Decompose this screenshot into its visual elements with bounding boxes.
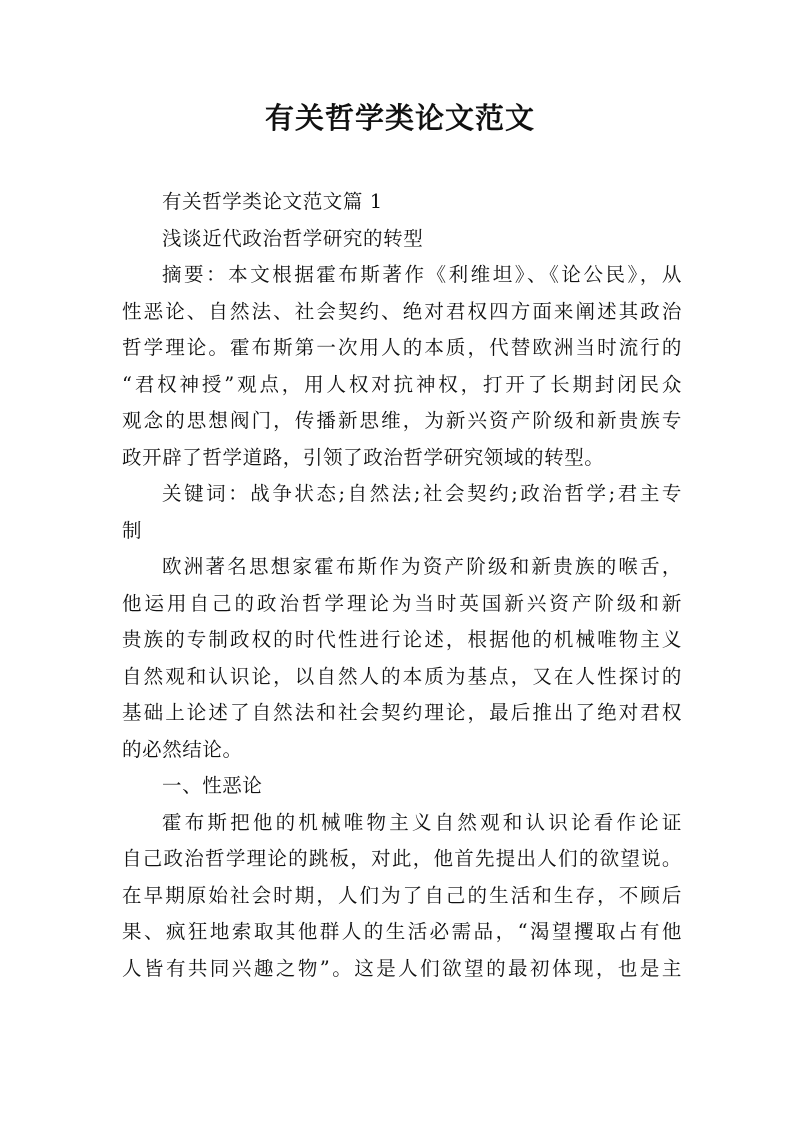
document-body — [122, 184, 682, 987]
paragraph-line: 果、疯狂地索取其他群人的生活必需品，“渴望攫取占有他 — [122, 920, 682, 943]
paragraph-line: 贵族的专制政权的时代性进行论述，根据他的机械唯物主义 — [122, 628, 682, 651]
paragraph-line: 性恶论、自然法、社会契约、绝对君权四方面来阐述其政治 — [122, 299, 682, 323]
paragraph-line: 关键词：战争状态;自然法;社会契约;政治哲学;君主专 — [162, 482, 682, 505]
paragraph-line: 的必然结论。 — [122, 737, 243, 761]
paragraph-line: 他运用自己的政治哲学理论为当时英国新兴资产阶级和新 — [122, 591, 682, 615]
paragraph-line: 基础上论述了自然法和社会契约理论，最后推出了绝对君权 — [122, 701, 682, 724]
paragraph-line: 政开辟了哲学道路，引领了政治哲学研究领域的转型。 — [122, 445, 605, 469]
paragraph-line: “君权神授”观点，用人权对抗神权，打开了长期封闭民众 — [122, 372, 682, 396]
paragraph-line: 哲学理论。霍布斯第一次用人的本质，代替欧洲当时流行的 — [122, 336, 682, 359]
paragraph-line: 霍布斯把他的机械唯物主义自然观和认识论看作论证 — [162, 810, 682, 834]
document-title: 有关哲学类论文范文 — [264, 101, 535, 135]
paragraph-line: 欧洲著名思想家霍布斯作为资产阶级和新贵族的喉舌， — [162, 555, 682, 578]
paragraph-line: 在早期原始社会时期，人们为了自己的生活和生存，不顾后 — [122, 883, 682, 907]
paragraph-line: 一、性恶论 — [162, 774, 263, 797]
paragraph-line: 人皆有共同兴趣之物”。这是人们欲望的最初体现，也是主 — [122, 956, 682, 980]
paragraph-line: 摘要：本文根据霍布斯著作《利维坦》、《论公民》，从 — [162, 263, 682, 286]
paragraph-line: 自己政治哲学理论的跳板，对此，他首先提出人们的欲望说。 — [122, 847, 682, 870]
paragraph-line: 观念的思想阀门，传播新思维，为新兴资产阶级和新贵族专 — [122, 409, 682, 432]
paragraph-line: 制 — [122, 518, 143, 542]
paragraph-line: 自然观和认识论，以自然人的本质为基点，又在人性探讨的 — [122, 664, 682, 688]
paragraph-line: 浅谈近代政治哲学研究的转型 — [162, 226, 424, 250]
paragraph-line: 有关哲学类论文范文篇 1 — [162, 190, 383, 213]
